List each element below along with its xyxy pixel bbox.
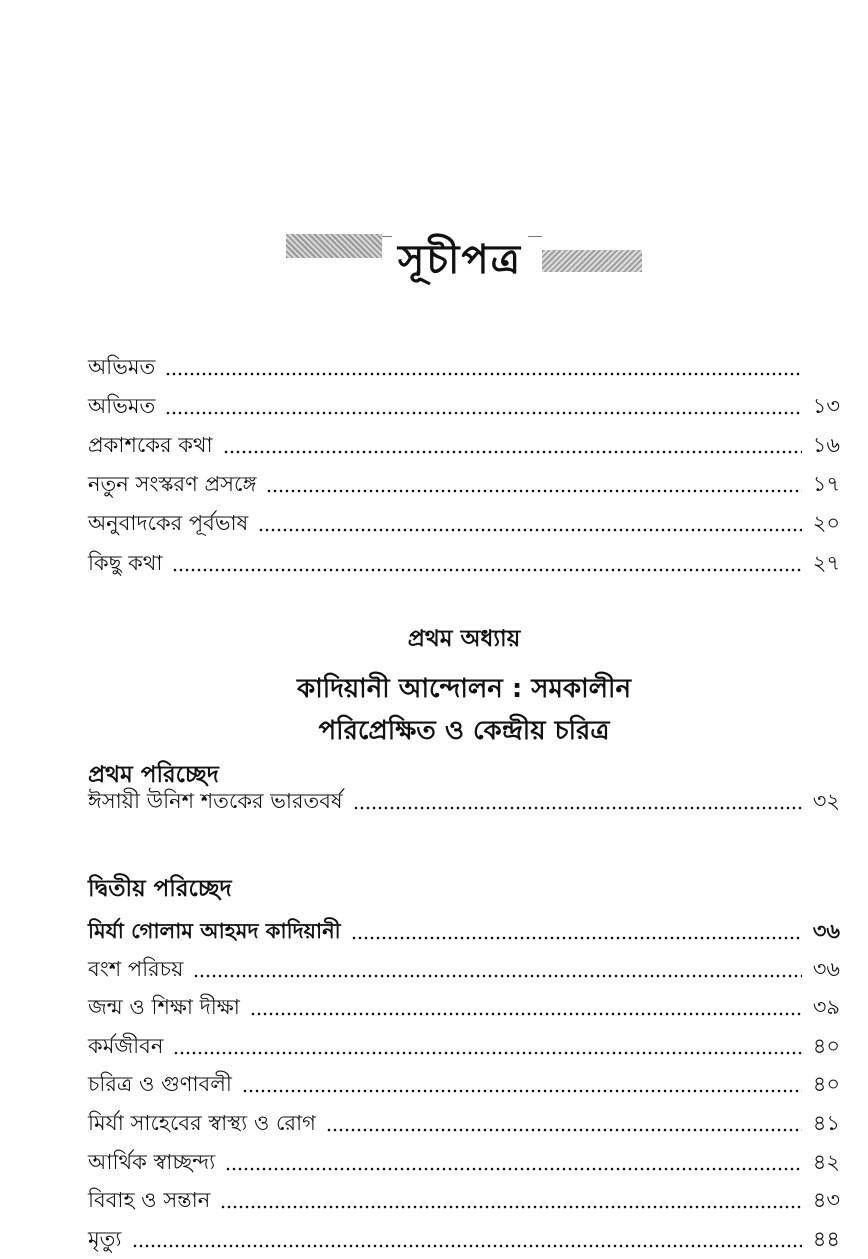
toc-label: কিছু কথা bbox=[88, 551, 163, 575]
toc-row bbox=[88, 504, 840, 538]
toc-label: কর্মজীবন bbox=[88, 1034, 164, 1058]
toc-label: অনুবাদকের পূর্বভাষ bbox=[88, 511, 249, 535]
toc-page-number: ৪০ bbox=[812, 1072, 840, 1096]
dot-leader bbox=[193, 974, 802, 978]
dot-leader bbox=[223, 450, 802, 454]
dot-leader bbox=[266, 489, 802, 493]
toc-title-block bbox=[286, 222, 642, 292]
toc-row bbox=[88, 348, 840, 382]
toc-page-number: ৩৬ bbox=[812, 957, 840, 981]
toc-row bbox=[88, 1181, 840, 1215]
dot-leader bbox=[326, 1128, 802, 1132]
toc-row bbox=[88, 1104, 840, 1138]
toc-row bbox=[88, 426, 840, 460]
toc-row bbox=[88, 465, 840, 499]
toc-row bbox=[88, 1065, 840, 1099]
toc-label: অভিমত bbox=[88, 394, 156, 418]
toc-row bbox=[88, 1220, 840, 1254]
toc-row bbox=[88, 912, 840, 946]
toc-label: জন্ম ও শিক্ষা দীক্ষা bbox=[88, 995, 240, 1019]
page-title: সূচীপত্র bbox=[392, 232, 528, 288]
dot-leader bbox=[132, 1244, 802, 1248]
section-heading: প্রথম পরিচ্ছেদ bbox=[88, 762, 219, 788]
dot-leader bbox=[172, 568, 802, 572]
dot-leader bbox=[258, 528, 802, 532]
toc-label: অভিমত bbox=[88, 355, 156, 379]
toc-label: প্রকাশকের কথা bbox=[88, 433, 213, 457]
dot-leader bbox=[165, 372, 802, 376]
dot-leader bbox=[353, 806, 802, 810]
dot-leader bbox=[250, 1012, 802, 1016]
toc-page-number: ৪১ bbox=[812, 1111, 840, 1135]
toc-row bbox=[88, 988, 840, 1022]
toc-page-number: ২০ bbox=[812, 511, 840, 535]
title-decoration-left bbox=[286, 234, 382, 258]
toc-label: মৃত্যু bbox=[88, 1227, 122, 1251]
title-decoration-right bbox=[542, 250, 642, 272]
toc-page-number: ১৭ bbox=[812, 472, 840, 496]
chapter-label: প্রথম অধ্যায় bbox=[407, 626, 521, 652]
dot-leader bbox=[165, 411, 802, 415]
toc-row bbox=[88, 1143, 840, 1177]
dot-leader bbox=[173, 1051, 802, 1055]
toc-page-number: ১৩ bbox=[812, 394, 840, 418]
toc-label: মির্যা সাহেবের স্বাস্থ্য ও রোগ bbox=[88, 1111, 316, 1135]
toc-label: আর্থিক স্বাচ্ছন্দ্য bbox=[88, 1150, 216, 1174]
toc-row bbox=[88, 387, 840, 421]
toc-label: মির্যা গোলাম আহমদ কাদিয়ানী bbox=[88, 919, 341, 943]
toc-page-number: ৩২ bbox=[812, 789, 840, 813]
toc-label: বিবাহ ও সন্তান bbox=[88, 1188, 211, 1212]
toc-page-number: ৩৯ bbox=[812, 995, 840, 1019]
toc-page-number: ৪৪ bbox=[812, 1227, 840, 1251]
dot-leader bbox=[242, 1089, 802, 1093]
toc-page-number: ১৬ bbox=[812, 433, 840, 457]
toc-label: বংশ পরিচয় bbox=[88, 957, 184, 981]
toc-label: ঈসায়ী উনিশ শতকের ভারতবর্ষ bbox=[88, 789, 343, 813]
toc-page-number: ৪৩ bbox=[812, 1188, 840, 1212]
toc-row bbox=[88, 1027, 840, 1061]
chapter-title-line-1: কাদিয়ানী আন্দোলন : সমকালীন bbox=[297, 674, 631, 704]
dot-leader bbox=[220, 1205, 802, 1209]
toc-row bbox=[88, 782, 840, 816]
section-heading: দ্বিতীয় পরিচ্ছেদ bbox=[88, 876, 232, 902]
toc-page-number: ৪২ bbox=[812, 1150, 840, 1174]
dot-leader bbox=[225, 1167, 802, 1171]
toc-page-number: ২৭ bbox=[812, 551, 840, 575]
toc-page-number: ৪০ bbox=[812, 1034, 840, 1058]
toc-label: চরিত্র ও গুণাবলী bbox=[88, 1072, 232, 1096]
toc-row bbox=[88, 544, 840, 578]
chapter-title-line-2: পরিপ্রেক্ষিত ও কেন্দ্রীয় চরিত্র bbox=[318, 716, 610, 746]
toc-label: নতুন সংস্করণ প্রসঙ্গে bbox=[88, 472, 257, 496]
toc-row bbox=[88, 950, 840, 984]
toc-page-number: ৩৬ bbox=[812, 919, 840, 943]
dot-leader bbox=[351, 936, 802, 940]
